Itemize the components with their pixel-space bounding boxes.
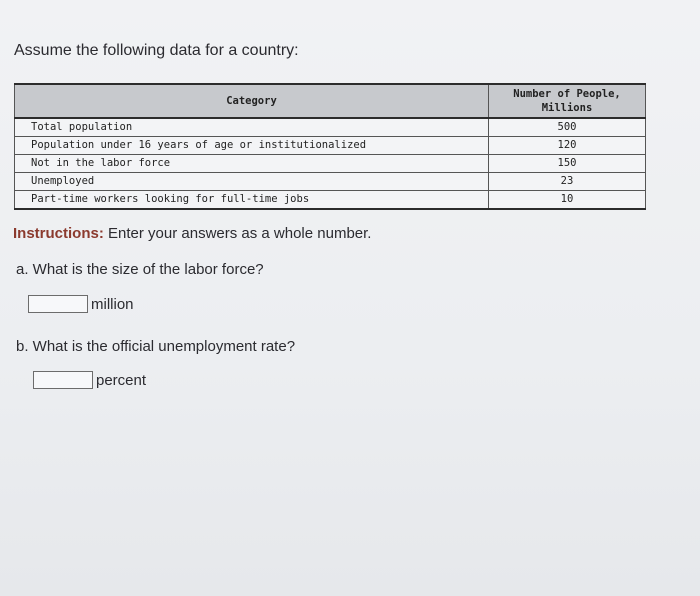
row-category: Total population	[15, 118, 489, 137]
table-row	[15, 118, 646, 137]
row-category: Population under 16 years of age or institutionalized	[15, 137, 489, 155]
row-value: 23	[489, 173, 646, 191]
row-category: Unemployed	[15, 173, 489, 191]
table-row	[15, 173, 646, 191]
row-value: 500	[489, 118, 646, 137]
table-header-row	[15, 84, 646, 118]
row-value: 120	[489, 137, 646, 155]
table-row	[15, 137, 646, 155]
unit-percent: percent	[96, 371, 147, 389]
table-row	[15, 191, 646, 210]
question-a: a. What is the size of the labor force?	[16, 261, 264, 278]
unemployment-rate-input[interactable]	[33, 371, 93, 389]
instructions-text: Enter your answers as a whole number.	[103, 225, 372, 242]
question-b: b. What is the official unemployment rate?	[16, 338, 296, 355]
category-header: Category	[15, 84, 489, 118]
row-category: Not in the labor force	[15, 155, 489, 173]
answer-row-a	[28, 295, 134, 313]
table-row	[15, 155, 646, 173]
instructions-label: Instructions:	[13, 225, 104, 242]
instructions	[13, 225, 371, 242]
answer-row-b	[33, 371, 146, 389]
row-category: Part-time workers looking for full-time jobs	[15, 191, 489, 210]
labor-force-input[interactable]	[28, 295, 88, 313]
number-header: Number of People, Millions	[489, 84, 646, 118]
intro-text: Assume the following data for a country:	[14, 42, 299, 59]
data-table	[14, 83, 646, 210]
row-value: 150	[489, 155, 646, 173]
unit-million: million	[91, 295, 134, 313]
row-value: 10	[489, 191, 646, 210]
